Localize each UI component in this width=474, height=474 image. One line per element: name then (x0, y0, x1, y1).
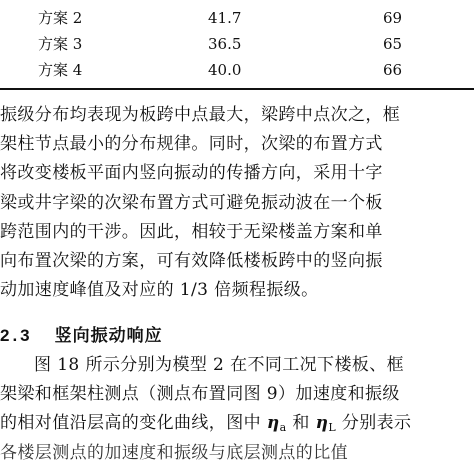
subscript-a: a (279, 421, 287, 435)
subscript-l: L (328, 421, 337, 435)
body-paragraph (0, 101, 474, 305)
table-row (0, 5, 474, 31)
table-bottom-rule (0, 88, 474, 90)
text-fragment: 分别表示 (336, 413, 412, 434)
text-fragment: 的相对值沿层高的变化曲线，图中 (0, 413, 267, 434)
table-row (0, 31, 474, 57)
eta-glyph: η (266, 413, 280, 434)
eta-l-symbol (316, 413, 336, 433)
section-heading (0, 321, 474, 350)
text-line (0, 409, 474, 438)
value-a-cell: 41.7 (208, 9, 242, 27)
text-line: 将改变楼板平面内竖向振动的传播方向，采用十字 (0, 163, 383, 184)
eta-glyph: η (315, 413, 329, 434)
results-table (0, 0, 474, 83)
value-b-cell: 69 (383, 9, 403, 27)
scheme-cell: 方案 2 (38, 9, 83, 27)
text-line-partial: 各楼层测点的加速度和振级与底层测点的比值 (0, 442, 348, 463)
value-a-cell: 40.0 (208, 61, 242, 79)
value-b-cell: 65 (383, 35, 403, 53)
text-line: 图 18 所示分别为模型 2 在不同工况下楼板、框 (34, 355, 405, 375)
value-a-cell: 36.5 (208, 35, 242, 53)
body-paragraph (0, 351, 474, 468)
text-line: 动加速度峰值及对应的 1/3 倍频程振级。 (0, 280, 319, 301)
text-line: 架柱节点最小的分布规律。同时，次梁的布置方式 (0, 134, 383, 155)
eta-a-symbol (267, 413, 287, 433)
section-title: 竖向振动响应 (54, 326, 163, 346)
scheme-cell: 方案 3 (38, 35, 83, 53)
text-line: 向布置次梁的方案，可有效降低楼板跨中的竖向振 (0, 250, 383, 271)
table-row (0, 57, 474, 83)
text-fragment: 和 (286, 413, 316, 434)
text-line: 梁或井字梁的次梁布置方式可避免振动波在一个板 (0, 192, 383, 213)
text-line: 架梁和框架柱测点（测点布置同图 9）加速度和振级 (0, 384, 400, 405)
text-line: 跨范围内的干涉。因此，相较于无梁楼盖方案和单 (0, 221, 383, 242)
scheme-cell: 方案 4 (38, 61, 83, 79)
value-b-cell: 66 (383, 61, 403, 79)
text-line: 振级分布均表现为板跨中点最大，梁跨中点次之，框 (0, 105, 401, 125)
section-number: 2.3 (0, 326, 33, 345)
